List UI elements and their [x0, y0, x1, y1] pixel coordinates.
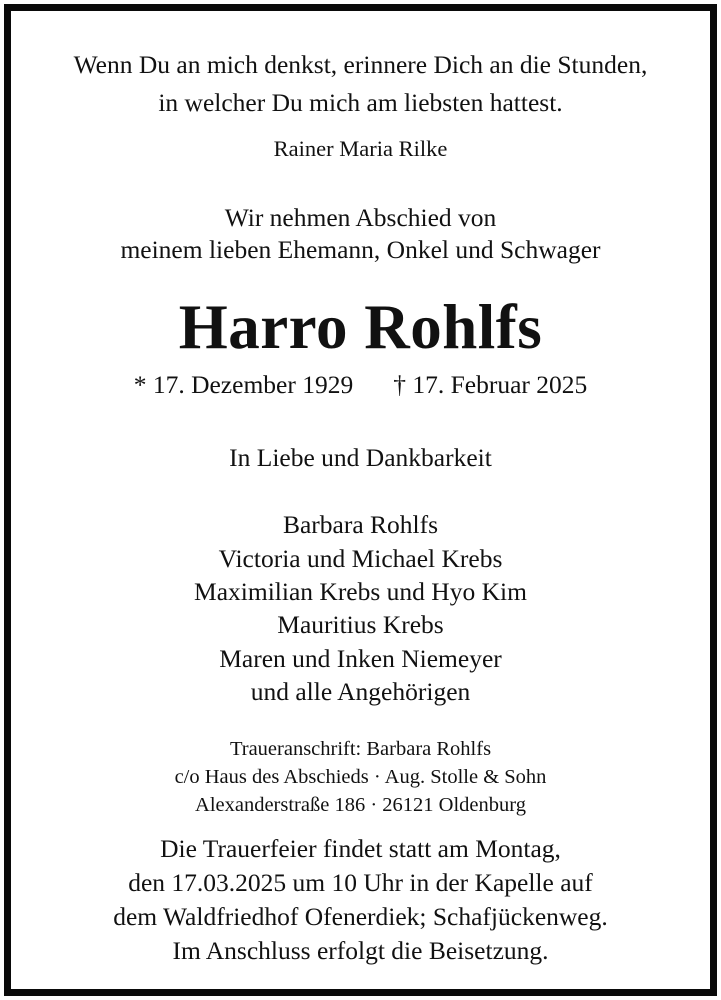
- intro-line-1: Wir nehmen Abschied von: [224, 203, 497, 232]
- mourner-name: Maximilian Krebs und Hyo Kim: [194, 577, 527, 606]
- life-dates: [11, 372, 710, 398]
- death-date: † 17. Februar 2025: [393, 370, 588, 399]
- mourner-name: Maren und Inken Niemeyer: [219, 644, 502, 673]
- quote-line-1: Wenn Du an mich denkst, erinnere Dich an die Stunden,: [73, 50, 648, 79]
- mourner-name: und alle Angehörigen: [250, 677, 471, 706]
- intro-line-2: meinem lieben Ehemann, Onkel und Schwager: [120, 235, 601, 264]
- obituary-frame: [4, 4, 717, 996]
- deceased-name: Harro Rohlfs: [178, 292, 543, 362]
- service-line-4: Im Anschluss erfolgt die Beisetzung.: [172, 936, 549, 965]
- service-line-1: Die Trauerfeier findet statt am Montag,: [160, 834, 561, 863]
- dedication: In Liebe und Dankbarkeit: [229, 443, 492, 472]
- quote-line-2: in welcher Du mich am liebsten hattest.: [158, 88, 563, 117]
- quote-author: Rainer Maria Rilke: [273, 136, 448, 161]
- mourning-address-line-1: Traueranschrift: Barbara Rohlfs: [229, 738, 492, 760]
- mourner-name: Mauritius Krebs: [277, 610, 444, 639]
- birth-date: * 17. Dezember 1929: [133, 370, 354, 399]
- mourner-name: Victoria und Michael Krebs: [218, 544, 503, 573]
- service-line-2: den 17.03.2025 um 10 Uhr in der Kapelle auf: [128, 868, 593, 897]
- mourning-address-line-3: Alexanderstraße 186 · 26121 Oldenburg: [195, 794, 526, 816]
- service-line-3: dem Waldfriedhof Ofenerdiek; Schafjückenweg.: [113, 902, 608, 931]
- mourning-address-line-2: c/o Haus des Abschieds · Aug. Stolle & Sohn: [174, 766, 547, 788]
- mourner-name: Barbara Rohlfs: [282, 510, 439, 539]
